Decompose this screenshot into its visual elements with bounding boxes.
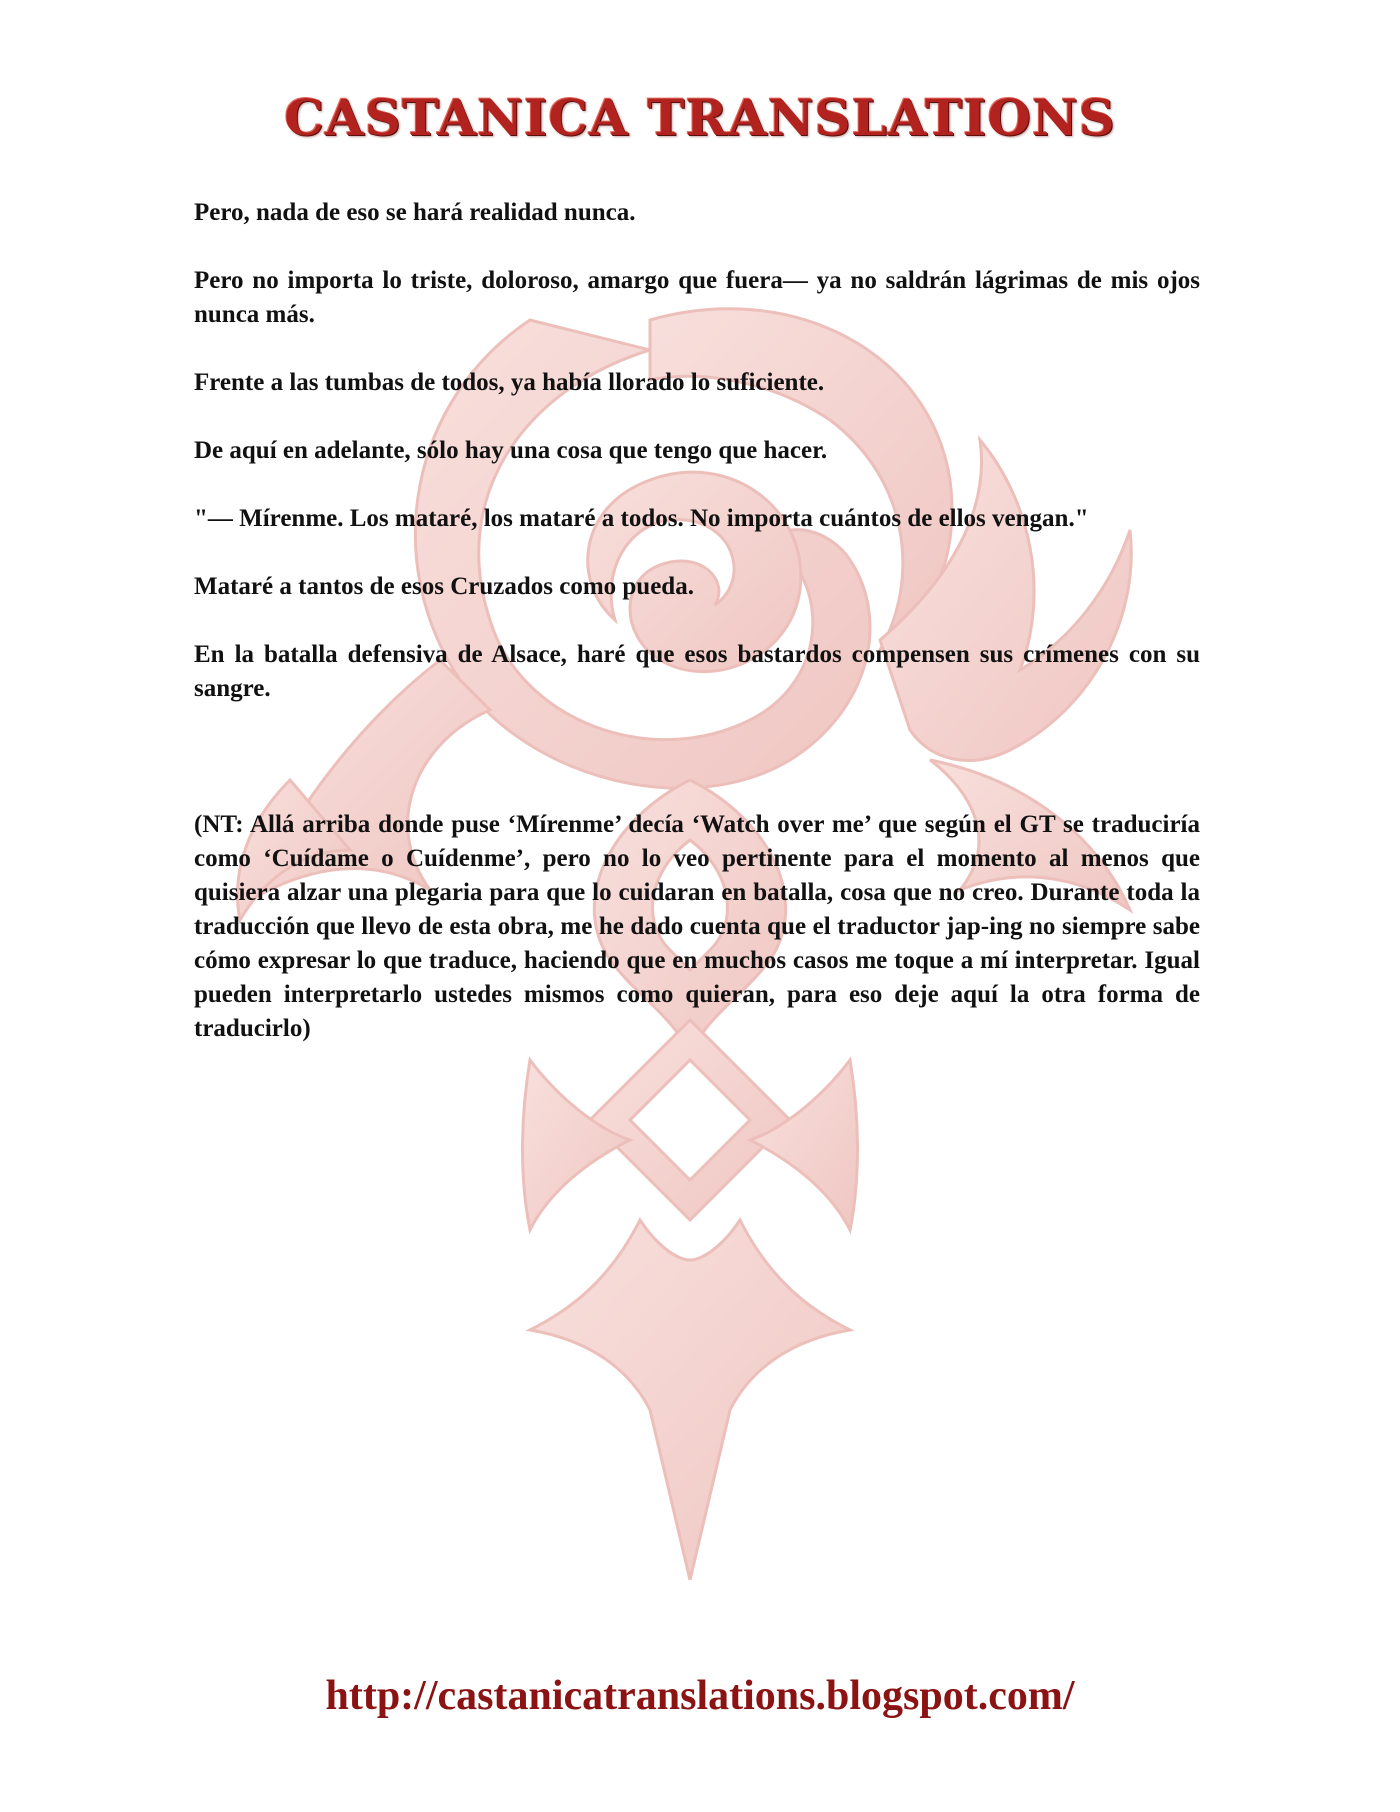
paragraph: Mataré a tantos de esos Cruzados como pueda. bbox=[194, 573, 694, 600]
blog-url-link[interactable]: http://castanicatranslations.blogspot.com/ bbox=[325, 1673, 1075, 1719]
paragraph: Pero no importa lo triste, doloroso, amargo que fuera— ya no saldrán lágrimas de mis ojos nunca más. bbox=[194, 267, 1200, 328]
translator-note: (NT: Allá arriba donde puse ‘Mírenme’ decía ‘Watch over me’ que según el GT se traduciría como ‘Cuídame o Cuídenme’, pero no lo veo pertinente para el momento al menos que quisiera alzar una plegaria para que lo cuidaran en batalla, cosa que no creo. Durante toda la traducción que llevo de esta obra, me he dado cuenta que el traductor jap-ing no siempre sabe cómo expresar lo que traduce, haciendo que en muchos casos me toque a mí interpretar. Igual pueden interpretarlo ustedes mismos como quieran, para eso deje aquí la otra forma de traducirlo) bbox=[194, 811, 1200, 1042]
paragraph: Pero, nada de eso se hará realidad nunca. bbox=[194, 199, 636, 226]
chapter-text bbox=[194, 196, 1200, 1080]
paragraph: De aquí en adelante, sólo hay una cosa que tengo que hacer. bbox=[194, 437, 828, 464]
paragraph: En la batalla defensiva de Alsace, haré que esos bastardos compensen sus crímenes con su sangre. bbox=[194, 641, 1200, 702]
site-title: CASTANICA TRANSLATIONS bbox=[284, 88, 1116, 147]
paragraph: Frente a las tumbas de todos, ya había llorado lo suficiente. bbox=[194, 369, 825, 396]
paragraph: "— Mírenme. Los mataré, los mataré a todos. No importa cuántos de ellos vengan." bbox=[194, 505, 1089, 532]
